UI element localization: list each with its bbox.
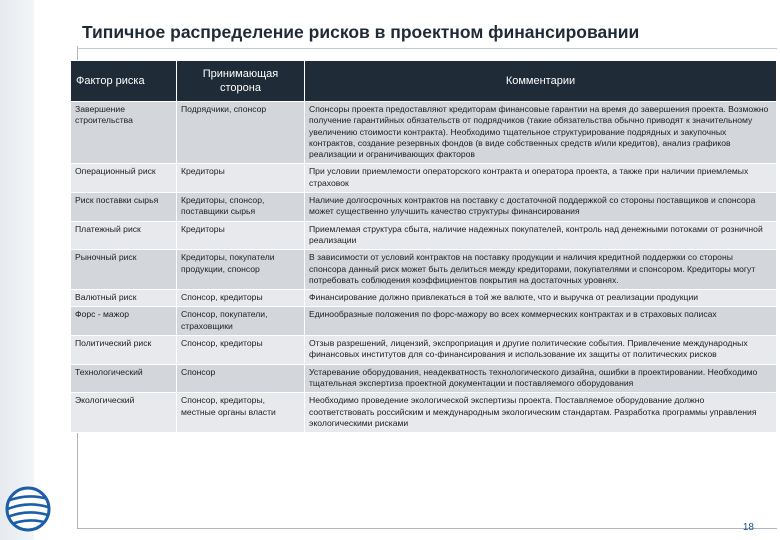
cell-comment: Единообразные положения по форс-мажору во всех коммерческих контрактах и в страховых полисах (305, 307, 777, 336)
cell-comment: Наличие долгосрочных контрактов на поставку с достаточной поддержкой со стороны поставщиков и спонсора может существенно улучшить качество структуры финансирования (305, 193, 777, 222)
cell-risk: Валютный риск (71, 290, 177, 307)
cell-bearer: Спонсор, кредиторы (177, 336, 305, 365)
header-comments: Комментарии (305, 61, 777, 102)
header-bearer: Принимающая сторона (177, 61, 305, 102)
frame-line-bottom (77, 528, 777, 529)
cell-bearer: Подрядчики, спонсор (177, 102, 305, 164)
company-logo-icon (3, 484, 53, 534)
cell-comment: Отзыв разрешений, лицензий, экспроприация и другие политические события. Привлечение международных финансовых институтов для со-финансирования и использование их защиты от политических рисков (305, 336, 777, 365)
cell-comment: Приемлемая структура сбыта, наличие надежных покупателей, контроль над денежными потоками от розничной реализации (305, 221, 777, 250)
cell-risk: Операционный риск (71, 164, 177, 193)
cell-risk: Политический риск (71, 336, 177, 365)
page-number: 18 (742, 522, 754, 533)
cell-comment: При условии приемлемости операторского контракта и оператора проекта, а также при наличии приемлемых страховок (305, 164, 777, 193)
table-row (71, 193, 777, 222)
cell-bearer: Спонсор, кредиторы, местные органы власти (177, 393, 305, 433)
table-row (71, 364, 777, 393)
table-row (71, 290, 777, 307)
table-row (71, 221, 777, 250)
title-divider (77, 48, 777, 49)
cell-risk: Экологический (71, 393, 177, 433)
table-row (71, 164, 777, 193)
cell-bearer: Кредиторы (177, 164, 305, 193)
cell-risk: Платежный риск (71, 221, 177, 250)
table-header-row (71, 61, 777, 102)
cell-bearer: Спонсор, кредиторы (177, 290, 305, 307)
cell-risk: Форс - мажор (71, 307, 177, 336)
cell-bearer: Спонсор, покупатели, страховщики (177, 307, 305, 336)
cell-risk: Рыночный риск (71, 250, 177, 290)
cell-comment: В зависимости от условий контрактов на поставку продукции и наличия кредитной поддержки со стороны спонсора данный риск может быть делиться между кредиторами, покупателями и спонсором. Кредиторы могут потребовать соблюдения коэффициентов покрытия на достаточных уровнях. (305, 250, 777, 290)
table-row (71, 250, 777, 290)
cell-risk: Риск поставки сырья (71, 193, 177, 222)
cell-bearer: Кредиторы (177, 221, 305, 250)
table-row (71, 393, 777, 433)
cell-risk: Технологический (71, 364, 177, 393)
left-decor-bar (0, 0, 34, 540)
header-risk-factor: Фактор риска (71, 61, 177, 102)
cell-comment: Устаревание оборудования, неадекватность технологического дизайна, ошибки в проектировании. Необходимо тщательная экспертиза проектной документации и поставляемого оборудования (305, 364, 777, 393)
table-row (71, 307, 777, 336)
cell-bearer: Спонсор (177, 364, 305, 393)
cell-risk: Завершение строительства (71, 102, 177, 164)
risk-table (70, 60, 777, 433)
cell-comment: Необходимо проведение экологической экспертизы проекта. Поставляемое оборудование должно соответствовать российским и международным экологическим стандартам. Разработка программы управления экологическими рисками (305, 393, 777, 433)
slide-title: Типичное распределение рисков в проектном финансировании (82, 22, 640, 42)
cell-comment: Финансирование должно привлекаться в той же валюте, что и выручка от реализации продукции (305, 290, 777, 307)
table-row (71, 336, 777, 365)
cell-bearer: Кредиторы, покупатели продукции, спонсор (177, 250, 305, 290)
cell-bearer: Кредиторы, спонсор, поставщики сырья (177, 193, 305, 222)
table-row (71, 102, 777, 164)
cell-comment: Спонсоры проекта предоставляют кредиторам финансовые гарантии на время до завершения проекта. Возможно получение гарантийных обязательств от подрядчиков (такие обязательства обычно приводят к значительному увеличению стоимости контракта). Необходимо тщательное структурирование подрядных и закупочных контрактов, создание резервных фондов (в виде собственных средств и/или кредитов), анализ графиков реализации и ограничивающих факторов (305, 102, 777, 164)
